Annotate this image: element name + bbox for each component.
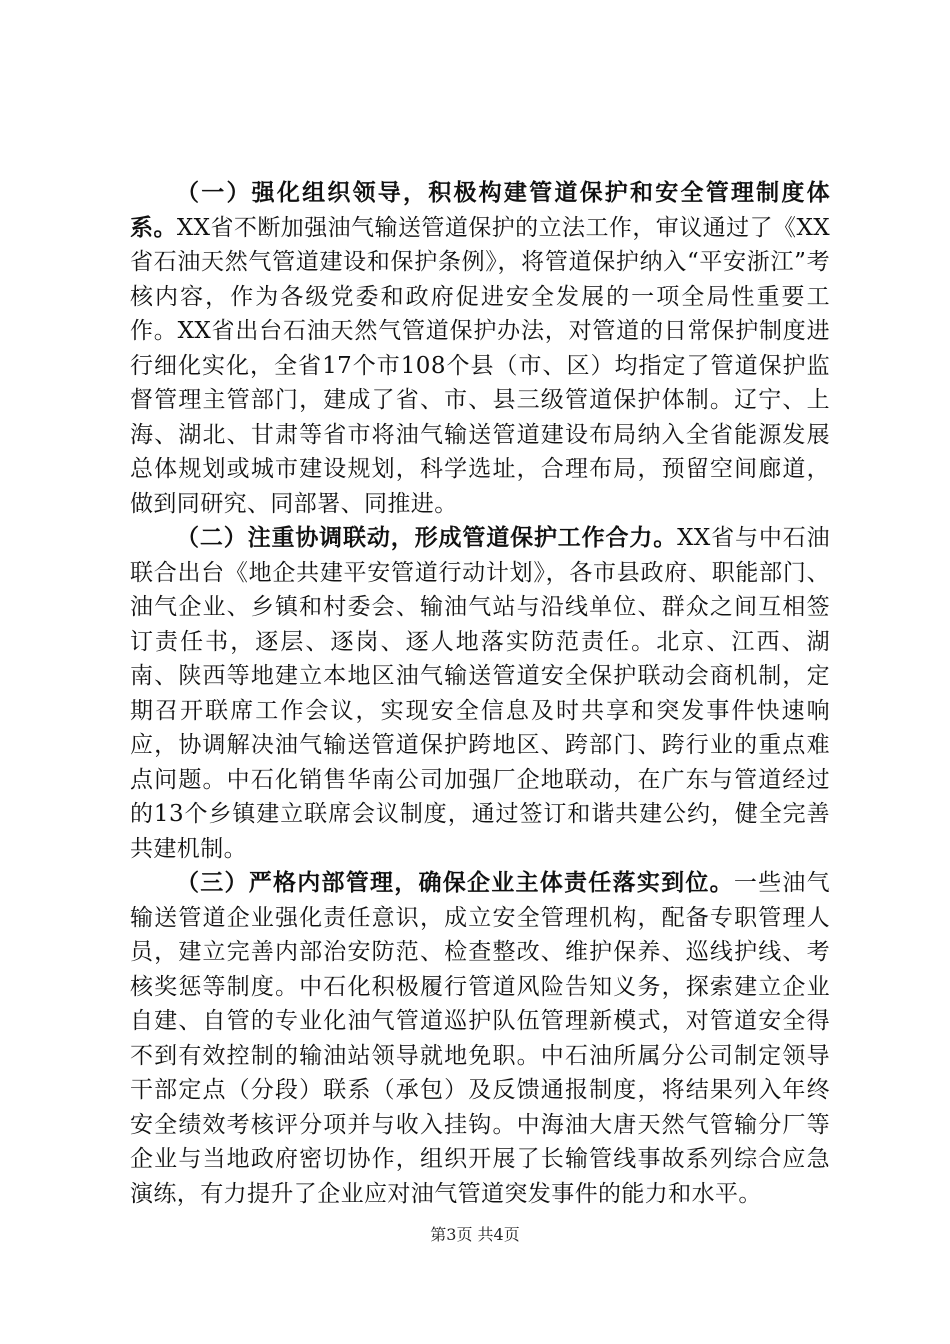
section-body-2: XX省与中石油联合出台《地企共建平安管道行动计划》，各市县政府、职能部门、油气企业、乡镇和村委会、输油气站与沿线单位、群众之间互相签订责任书，逐层、逐岗、逐人地落实防范责任。北京、江西、湖南、陕西等地建立本地区油气输送管道安全保护联动会商机制，定期召开联席工作会议，实现安全信息及时共享和突发事件快速响应，协调解决油气输送管道保护跨地区、跨部门、跨行业的重点难点问题。中石化销售华南公司加强厂企地联动，在广东与管道经过的13个乡镇建立联席会议制度，通过签订和谐共建公约，健全完善共建机制。 [130, 525, 830, 862]
page-footer: 第3页 共4页 [430, 1225, 520, 1244]
section-paragraph-2 [130, 521, 830, 866]
section-heading-1: （一）强化组织领导，积极构建管道保护和安全管理制度体系。 [130, 180, 830, 241]
section-body-1: XX省不断加强油气输送管道保护的立法工作，审议通过了《XX省石油天然气管道建设和保护条例》，将管道保护纳入“平安浙江”考核内容，作为各级党委和政府促进安全发展的一项全局性重要工作。XX省出台石油天然气管道保护办法，对管道的日常保护制度进行细化实化，全省17个市108个县（市、区）均指定了管道保护监督管理主管部门，建成了省、市、县三级管道保护体制。辽宁、上海、湖北、甘肃等省市将油气输送管道建设布局纳入全省能源发展总体规划或城市建设规划，科学选址，合理布局，预留空间廊道，做到同研究、同部署、同推进。 [130, 214, 830, 517]
section-paragraph-1 [130, 176, 830, 521]
section-heading-3: （三）严格内部管理，确保企业主体责任落实到位。 [176, 870, 734, 896]
section-paragraph-3 [130, 866, 830, 1211]
section-body-3: 一些油气输送管道企业强化责任意识，成立安全管理机构，配备专职管理人员，建立完善内部治安防范、检查整改、维护保养、巡线护线、考核奖惩等制度。中石化积极履行管道风险告知义务，探索建立企业自建、自管的专业化油气管道巡护队伍管理新模式，对管道安全得不到有效控制的输油站领导就地免职。中石油所属分公司制定领导干部定点（分段）联系（承包）及反馈通报制度，将结果列入年终安全绩效考核评分项并与收入挂钩。中海油大唐天然气管输分厂等企业与当地政府密切协作，组织开展了长输管线事故系列综合应急演练，有力提升了企业应对油气管道突发事件的能力和水平。 [130, 870, 830, 1207]
section-heading-2: （二）注重协调联动，形成管道保护工作合力。 [176, 525, 678, 551]
document-body [130, 176, 830, 1211]
